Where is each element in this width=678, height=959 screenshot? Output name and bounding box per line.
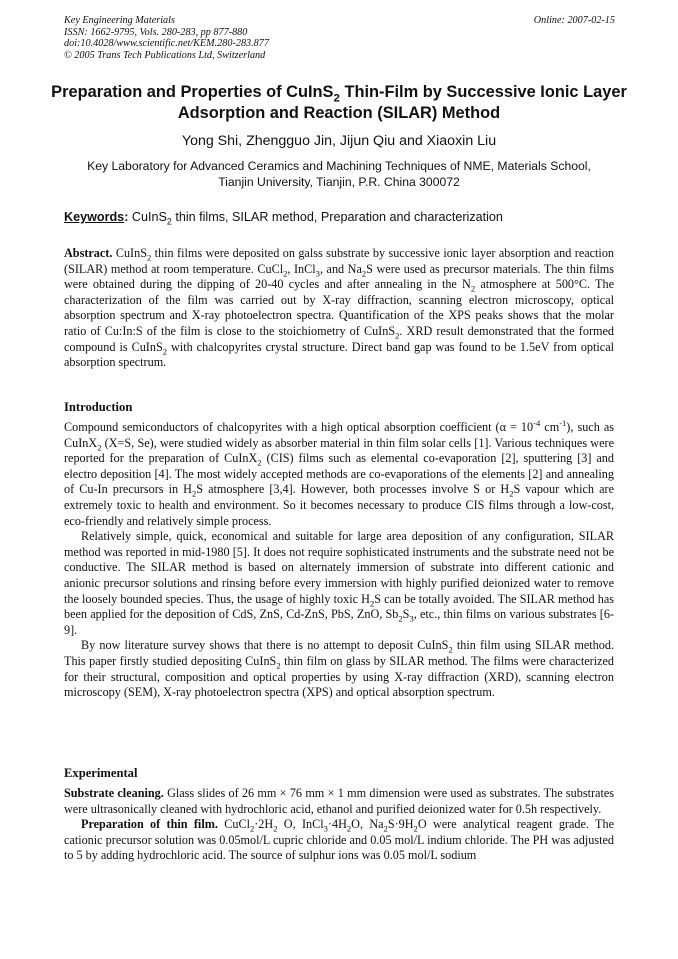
subscript: 2	[346, 823, 352, 834]
superscript: -1	[559, 417, 567, 428]
subscript: 2	[283, 268, 288, 279]
subscript: 2	[383, 823, 388, 834]
body-text: , etc., thin films on various substrates [6-9].	[64, 607, 614, 637]
title-text: Preparation and Properties of CuInS	[51, 83, 334, 101]
abstract-text: with chalcopyrites crystal structure. Direct band gap was found to be 1.5eV from optical absorption spectrum.	[64, 339, 614, 370]
body-text: (CIS) films such as elemental co-evaporation [2], sputtering [3] and electro deposition [4]. The most widely accepted methods are co-evaporations of the elements [2] and annealing of Cu-In precursors in H	[64, 451, 614, 497]
paper-title	[40, 82, 638, 124]
subscript: 2	[448, 644, 453, 655]
subscript: 2	[257, 457, 262, 468]
subscript: 2	[146, 252, 152, 263]
affiliation-line-2: Tianjin University, Tianjin, P.R. China 300072	[218, 175, 460, 189]
body-text: O, InCl	[277, 817, 324, 832]
body-text: S atmosphere [3,4]. However, both processes involve S or H	[196, 482, 510, 497]
keywords-line: Keywords: CuInS$_2$ thin films, SILAR method, Preparation and characterization	[64, 210, 503, 227]
superscript: -4	[533, 417, 541, 428]
subscript: 2	[395, 330, 400, 341]
body-text: thin film using SILAR method. This paper firstly studied depositing CuInS	[64, 638, 615, 668]
abstract-text: CuInS	[112, 246, 147, 260]
body-text: CuCl	[217, 817, 250, 832]
abstract-text: , InCl	[287, 261, 316, 276]
title-subscript: 2	[333, 92, 340, 105]
copyright-line: © 2005 Trans Tech Publications Ltd, Switzerland	[64, 49, 266, 61]
abstract-text: atmosphere at 500°C. The characterization of the film was carried out by X-ray diffraction, scanning electron microscopy, optical absorption spectrum and X-ray photoelectron spectra. Quantification of the XPS peaks shows that the molar ratio of Cu:In:S of the film is close to the stoichiometry of CuInS	[64, 277, 615, 338]
body-text: cm	[540, 420, 560, 434]
subscript: 2	[249, 823, 255, 834]
journal-header	[64, 15, 269, 61]
intro-paragraph-3	[64, 638, 614, 700]
experimental-paragraph-2	[64, 817, 614, 864]
abstract	[64, 246, 614, 371]
affiliation-line-1: Key Laboratory for Advanced Ceramics and Machining Techniques of NME, Materials School,	[87, 159, 591, 173]
subscript: 2	[369, 597, 375, 608]
subscript: 2	[413, 823, 418, 834]
affiliation	[60, 158, 618, 190]
introduction-heading: Introduction	[64, 400, 133, 414]
subscript: 2	[191, 488, 197, 499]
abstract-text: . XRD result demonstrated that the formed compound is CuInS	[64, 323, 614, 354]
body-text: Relatively simple, quick, economical and suitable for large area deposition of any configuration, SILAR method was reported in mid-1980 [5]. It does not require sophisticated instruments and the substrate need not be conductive. The SILAR method is based on alternately immersion of substrate into different cationic and anionic precursor solutions and rinsing before every immersion with highly purified deionized water to remove the loosely bounded species. Thus, the usage of highly toxic H	[64, 529, 614, 606]
body-text: Compound semiconductors of chalcopyrites with a high optical absorption coefficient (α = 10	[64, 420, 534, 434]
subscript: 2	[97, 442, 102, 453]
author-list: Yong Shi, Zhengguo Jin, Jijun Qiu and Xiaoxin Liu	[181, 133, 497, 149]
subscript: 2	[276, 660, 281, 671]
introduction-body	[64, 417, 615, 701]
keywords-label: Keywords	[64, 210, 125, 224]
body-text: S	[402, 607, 410, 622]
subscript: 2	[470, 283, 476, 294]
keywords-text: CuInS	[131, 210, 167, 224]
abstract-paragraph	[64, 246, 614, 371]
body-text: O were analytical reagent grade. The cationic precursor solution was 0.05mol/L cupric chloride and 0.05 mol/L indium chloride. The PH was adjusted to 5 by adding hydrochloric acid. The source of sulphur ions was 0.05 mol/L sodium	[64, 817, 614, 863]
doi-line: doi:10.4028/www.scientific.net/KEM.280-283.877	[64, 38, 269, 50]
subscript: 2	[162, 346, 167, 356]
subscript: 3	[315, 268, 320, 279]
subsection-label: Substrate cleaning.	[64, 786, 164, 800]
body-text: Glass slides of 26 mm × 76 mm × 1 mm dimension were used as substrates. The substrates were ultrasonically cleaned with hydrochloric acid, ethanol and purified deionized water for 0.5h respectively.	[64, 786, 614, 816]
body-text: S can be totally avoided. The SILAR method has been applied for the deposition of CdS, ZnS, Cd-ZnS, PbS, ZnO, Sb	[64, 591, 614, 622]
abstract-label: Abstract.	[64, 246, 113, 260]
subscript: 2	[273, 823, 278, 834]
body-text: By now literature survey shows that there is no attempt to deposit CuInS	[81, 638, 449, 653]
abstract-text: S were used as precursor materials. The thin films were obtained during the dipping of 20-40 cycles and after annealing in the N	[64, 261, 614, 292]
subsection-label: Preparation of thin film.	[81, 817, 218, 832]
body-text: ·2H	[254, 817, 274, 832]
online-date: Online: 2007-02-15	[533, 15, 615, 26]
intro-paragraph-2	[64, 529, 614, 638]
subscript: 3	[409, 613, 414, 624]
subscript: 3	[323, 823, 328, 834]
journal-name: Key Engineering Materials	[64, 15, 175, 26]
experimental-heading: Experimental	[64, 766, 138, 780]
title-text-cont: Thin-Film by Successive Ionic Layer Adsorption and Reaction (SILAR) Method	[177, 83, 627, 122]
body-text: S vapour which are extremely toxic to health and environment. So it becomes necessary to produce CIS films through a low-cost, eco-friendly and relatively simple process.	[64, 482, 614, 528]
body-text: ), such as CuInX	[64, 420, 614, 450]
keywords-text-cont: thin films, SILAR method, Preparation and characterization	[171, 210, 503, 224]
experimental-paragraph-1	[64, 786, 614, 817]
experimental-body	[64, 786, 614, 864]
subscript: 2	[361, 268, 367, 279]
keywords-subscript: 2	[166, 216, 172, 227]
body-text: thin film on glass by SILAR method. The films were characterized for their structural, composition and optical properties by using X-ray diffraction (XRD), scanning electron microscopy (SEM), X-ray photoelectron spectra (XPS) and optical absorption spectrum.	[64, 653, 614, 700]
body-text: (X=S, Se), were studied widely as absorber material in thin film solar cells [1]. Various techniques were reported for the preparation of CuInX	[64, 435, 614, 466]
abstract-text: thin films were deposited on galss substrate by successive ionic layer absorption and reaction (SILAR) method at room temperature. CuCl	[64, 246, 615, 276]
abstract-text: , and Na	[319, 261, 362, 276]
body-text: S·9H	[387, 817, 414, 832]
body-text: ·4H	[327, 817, 347, 832]
intro-paragraph-1	[64, 417, 614, 529]
body-text: O, Na	[351, 817, 384, 832]
subscript: 2	[509, 488, 514, 499]
issn-line: ISSN: 1662-9795, Vols. 280-283, pp 877-880	[64, 26, 248, 38]
subscript: 2	[398, 613, 403, 624]
